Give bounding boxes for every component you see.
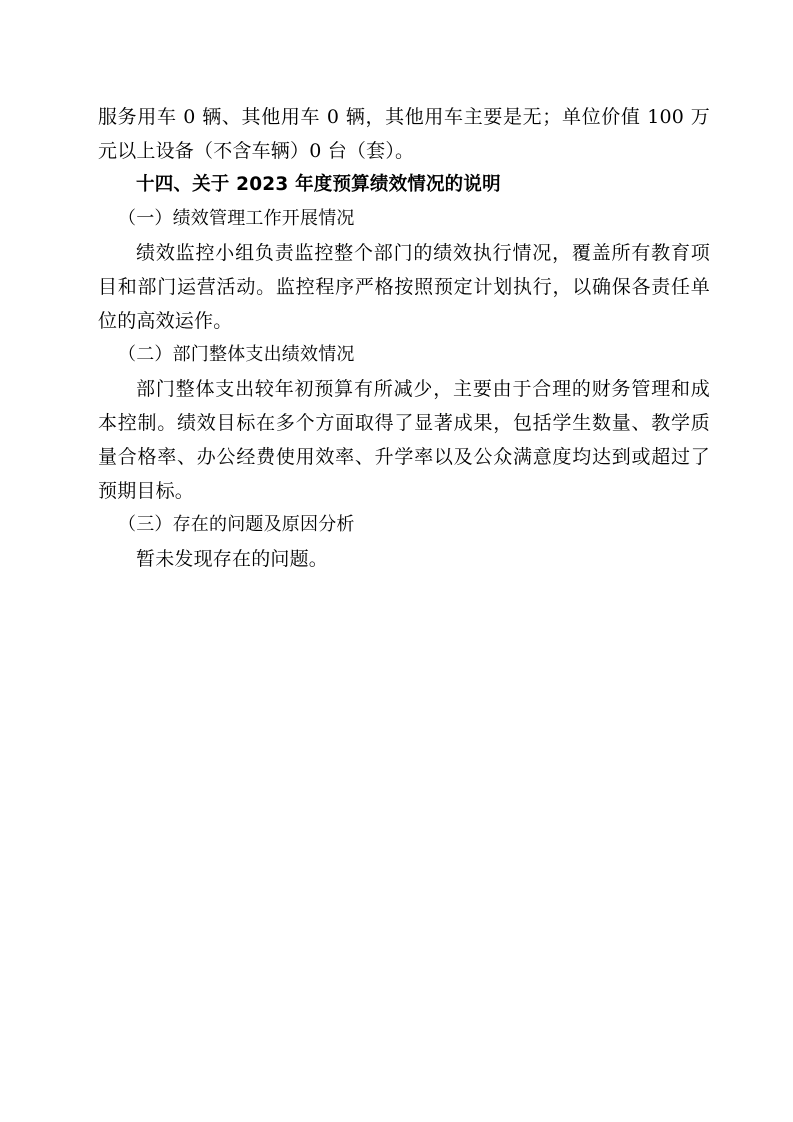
document-content xyxy=(98,100,710,576)
section-title: 十四、关于 2023 年度预算绩效情况的说明 xyxy=(136,174,501,195)
subsection-heading-1: （一）绩效管理工作开展情况 xyxy=(118,208,355,229)
subsection-body-2: 部门整体支出较年初预算有所减少，主要由于合理的财务管理和成本控制。绩效目标在多个方面取得了显著成果，包括学生数量、教学质量合格率、办公经费使用效率、升学率以及公众满意度均达到或超过了预期目标。 xyxy=(98,378,710,502)
subsection-body-3: 暂未发现存在的问题。 xyxy=(136,548,329,570)
subsection-body-1: 绩效监控小组负责监控整个部门的绩效执行情况，覆盖所有教育项目和部门运营活动。监控程序严格按照预定计划执行，以确保各责任单位的高效运作。 xyxy=(98,242,710,332)
intro-paragraph: 服务用车 0 辆、其他用车 0 辆，其他用车主要是无；单位价值 100 万元以上设备（不含车辆）0 台（套）。 xyxy=(98,106,710,162)
subsection-heading-2: （二）部门整体支出绩效情况 xyxy=(118,344,355,365)
subsection-heading-3: （三）存在的问题及原因分析 xyxy=(118,514,355,535)
